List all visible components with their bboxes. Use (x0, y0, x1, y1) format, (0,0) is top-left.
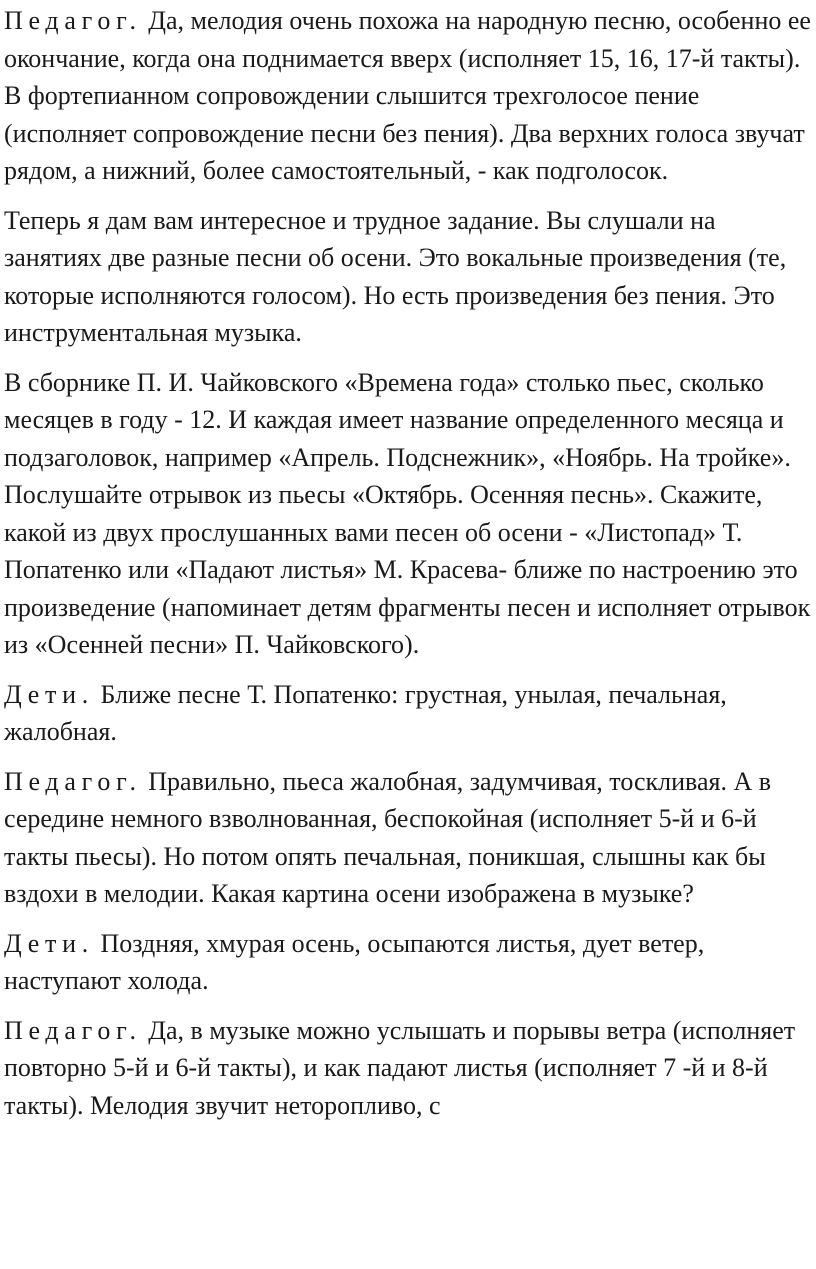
speaker-label: Педагог. (4, 6, 142, 35)
paragraph-teacher-3 (4, 1012, 812, 1125)
speaker-label: Дети. (4, 928, 94, 958)
paragraph-text: Правильно, пьеса жалобная, задумчивая, тоскливая. А в середине немного взволнованная, беспокойная (исполняет 5-й и 6-й такты пьесы). Но потом опять печальная, поникшая, слышны как бы вздохи в мелодии. Какая картина осени изображена в музыке? (4, 766, 772, 908)
speaker-label: Педагог. (4, 766, 142, 796)
paragraph-task-intro (4, 202, 812, 352)
paragraph-text: Теперь я дам вам интересное и трудное задание. Вы слушали на занятиях две разные песни об осени. Это вокальные произведения (те, которые исполняются голосом). Но есть произведения без пения. Это инструментальная музыка. (4, 205, 787, 347)
paragraph-text: Да, мелодия очень похожа на народную песню, особенно ее окончание, когда она поднимается вверх (исполняет 15, 16, 17-й такты). В фортепианном сопровождении слышится трехголосое пение (исполняет сопровождение песни без пения). Два верхних голоса звучат рядом, а нижний, более самостоятельный, - как подголосок. (4, 6, 811, 185)
speaker-label: Педагог. (4, 1015, 142, 1045)
paragraph-children-2 (4, 925, 812, 1000)
paragraph-text: В сборнике П. И. Чайковского «Времена года» столько пьес, сколько месяцев в году - 12. И каждая имеет название определенного месяца и подзаголовок, например «Апрель. Подснежник», «Ноябрь. На тройке». Послушайте отрывок из пьесы «Октябрь. Осенняя песнь». Скажите, какой из двух прослушанных вами песен об осени - «Листопад» Т. Попатенко или «Падают листья» М. Красева- ближе по настроению это произведение (напоминает детям фрагменты песен и исполняет отрывок из «Осенней песни» П. Чайковского). (4, 367, 811, 659)
paragraph-seasons-collection (4, 364, 812, 664)
paragraph-text: Да, в музыке можно услышать и порывы ветра (исполняет повторно 5-й и 6-й такты), и как падают листья (исполняет 7 -й и 8-й такты). Мелодия звучит неторопливо, с (4, 1015, 796, 1120)
paragraph-children-1 (4, 676, 812, 751)
speaker-label: Дети. (4, 679, 94, 709)
paragraph-teacher-1 (4, 2, 812, 190)
paragraph-text: Поздняя, хмурая осень, осыпаются листья, дует ветер, наступают холода. (4, 928, 705, 995)
paragraph-text: Ближе песне Т. Попатенко: грустная, унылая, печальная, жалобная. (4, 679, 727, 746)
paragraph-teacher-2 (4, 763, 812, 913)
